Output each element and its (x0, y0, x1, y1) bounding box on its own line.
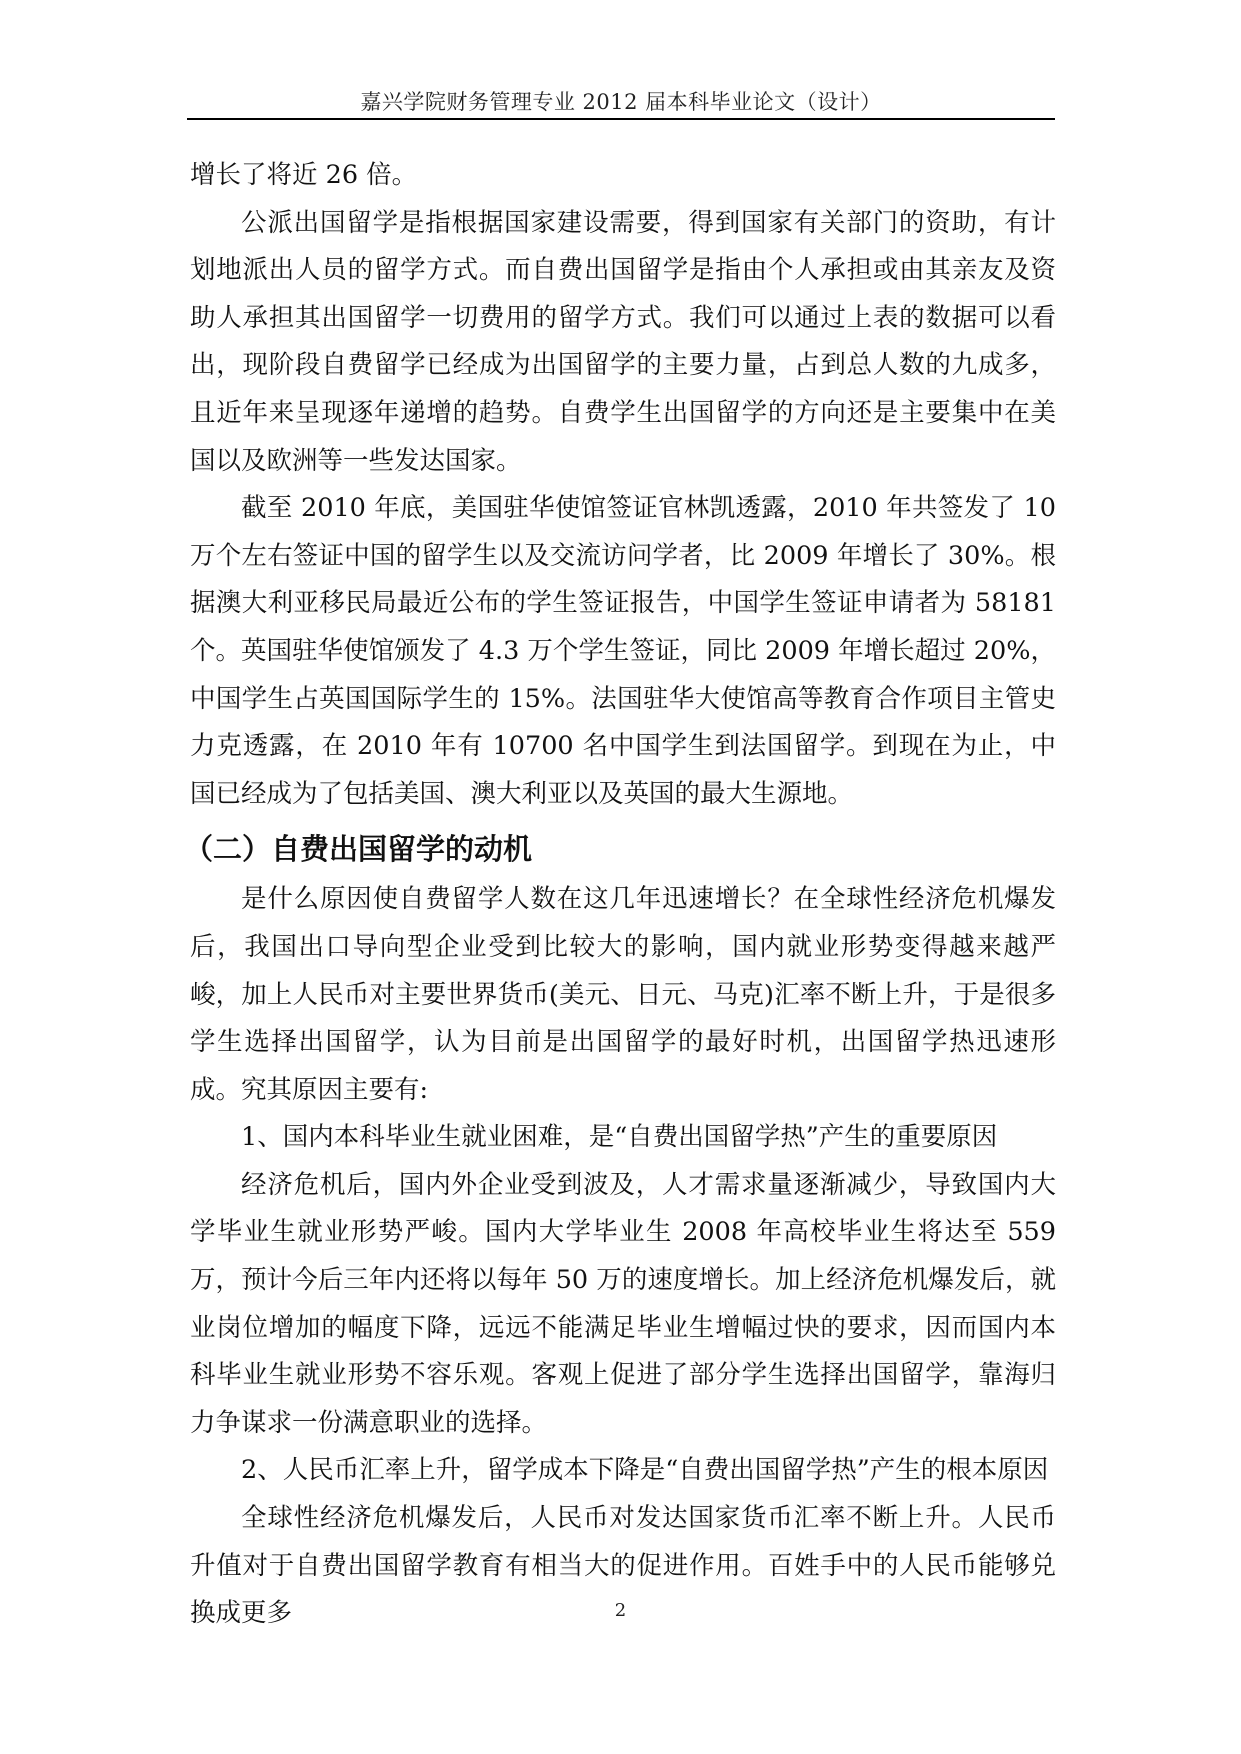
list-item-2-title: 2、人民币汇率上升，留学成本下降是“自费出国留学热”产生的根本原因 (241, 1455, 1049, 1486)
paragraph-employment: 经济危机后，国内外企业受到波及，人才需求量逐渐减少，导致国内大学毕业生就业形势严峻。国内大学毕业生 2008 年高校毕业生将达至 559 万，预计今后三年内还将以每年 50 万的速度增长。加上经济危机爆发后，就业岗位增加的幅度下降，远远不能满足毕业生增幅过快的要求，因而国内本科毕业生就业形势不容乐观。客观上促进了部分学生选择出国留学，靠海归力争谋求一份满意职业的选择。 (190, 1169, 1056, 1438)
paragraph-visa-statistics: 截至 2010 年底，美国驻华使馆签证官林凯透露，2010 年共签发了 10 万个左右签证中国的留学生以及交流访问学者，比 2009 年增长了 30%。根据澳大利亚移民局最近公布的学生签证报告，中国学生签证申请者为 58181 个。英国驻华使馆颁发了 4.3 万个学生签证，同比 2009 年增长超过 20%，中国学生占英国国际学生的 15%。法国驻华大使馆高等教育合作项目主管史力克透露，在 2010 年有 10700 名中国学生到法国留学。到现在为止，中国已经成为了包括美国、澳大利亚以及英国的最大生源地。 (190, 493, 1056, 809)
paragraph-study-abroad-types: 公派出国留学是指根据国家建设需要，得到国家有关部门的资助，有计划地派出人员的留学方式。而自费出国留学是指由个人承担或由其亲友及资助人承担其出国留学一切费用的留学方式。我们可以通过上表的数据可以看出，现阶段自费留学已经成为出国留学的主要力量，占到总人数的九成多，且近年来呈现逐年递增的趋势。自费学生出国留学的方向还是主要集中在美国以及欧洲等一些发达国家。 (190, 207, 1056, 476)
header-rule (187, 118, 1055, 120)
list-item-1-title: 1、国内本科毕业生就业困难，是“自费出国留学热”产生的重要原因 (241, 1122, 998, 1153)
section-heading: （二）自费出国留学的动机 (184, 832, 533, 867)
paragraph-exchange-rate: 全球性经济危机爆发后，人民币对发达国家货币汇率不断上升。人民币升值对于自费出国留学教育有相当大的促进作用。百姓手中的人民币能够兑换成更多 (190, 1503, 1056, 1629)
paragraph-continued: 增长了将近 26 倍。 (190, 160, 418, 190)
paragraph-motivation-intro: 是什么原因使自费留学人数在这几年迅速增长？在全球性经济危机爆发后，我国出口导向型企业受到比较大的影响，国内就业形势变得越来越严峻，加上人民币对主要世界货币(美元、日元、马克)汇率不断上升，于是很多学生选择出国留学，认为目前是出国留学的最好时机，出国留学热迅速形成。究其原因主要有: (190, 884, 1056, 1105)
running-header: 嘉兴学院财务管理专业 2012 届本科毕业论文（设计） (360, 90, 882, 114)
page-body (184, 152, 1056, 1638)
page-number: 2 (614, 1600, 627, 1621)
